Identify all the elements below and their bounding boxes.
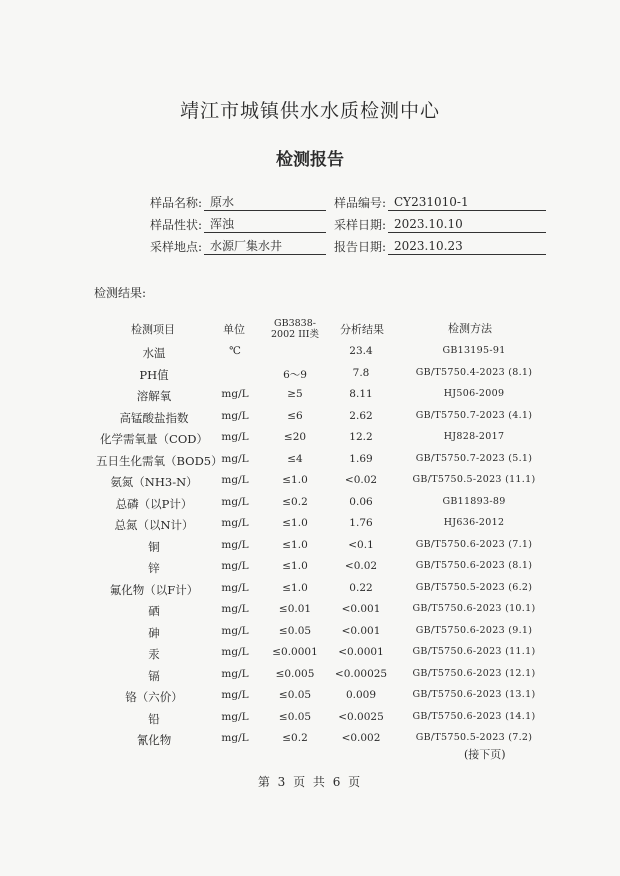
header-result: 分析结果 bbox=[340, 323, 384, 336]
cell-method: GB/T5750.7-2023 (4.1) bbox=[415, 409, 533, 421]
cell-item: 五日生化需氧（BOD5） bbox=[96, 453, 223, 468]
cell-method: GB/T5750.6-2023 (7.1) bbox=[415, 538, 533, 550]
cell-unit: mg/L bbox=[221, 452, 249, 465]
cell-method: GB/T5750.6-2023 (12.1) bbox=[412, 667, 536, 679]
cell-item: 氨氮（NH3-N） bbox=[110, 475, 198, 489]
cell-unit: mg/L bbox=[221, 603, 249, 615]
cell-item: 砷 bbox=[148, 625, 160, 640]
cell-item: 溶解氧 bbox=[136, 389, 172, 403]
cell-result: 0.009 bbox=[345, 689, 377, 701]
cell-method: GB/T5750.6-2023 (11.1) bbox=[412, 646, 536, 657]
cell-result: <0.1 bbox=[348, 538, 374, 551]
report-date-value: 2023.10.23 bbox=[388, 238, 546, 255]
cell-standard: ≤20 bbox=[283, 431, 307, 443]
cell-unit: mg/L bbox=[221, 581, 249, 594]
cell-item: 镉 bbox=[148, 668, 160, 683]
cell-result: <0.001 bbox=[341, 624, 381, 637]
cell-unit: mg/L bbox=[221, 667, 249, 680]
sampling-site-label: 采样地点: bbox=[149, 240, 202, 254]
cell-unit: mg/L bbox=[221, 431, 249, 443]
sampling-date-value: 2023.10.10 bbox=[388, 216, 546, 233]
cell-unit: mg/L bbox=[221, 495, 249, 508]
cell-method: HJ828-2017 bbox=[443, 431, 505, 442]
continued-note: (接下页) bbox=[464, 748, 506, 761]
sample-state-value: 浑浊 bbox=[204, 216, 326, 233]
sample-name-value: 原水 bbox=[204, 194, 326, 211]
cell-result: 23.4 bbox=[349, 345, 373, 357]
cell-standard: ≥5 bbox=[287, 388, 303, 400]
report-date-label: 报告日期: bbox=[333, 240, 386, 254]
page-footer: 第 3 页 共 6 页 bbox=[257, 775, 363, 789]
cell-result: <0.0001 bbox=[338, 646, 384, 658]
cell-standard: ≤1.0 bbox=[282, 560, 308, 572]
cell-result: 7.8 bbox=[352, 366, 370, 379]
cell-method: GB/T5750.5-2023 (11.1) bbox=[412, 474, 536, 485]
header-method: 检测方法 bbox=[448, 322, 492, 335]
cell-item: 化学需氧量（COD） bbox=[100, 432, 208, 446]
cell-item: 总磷（以P计） bbox=[115, 496, 193, 511]
cell-result: <0.001 bbox=[341, 603, 381, 615]
cell-method: GB/T5750.7-2023 (5.1) bbox=[415, 452, 533, 464]
cell-method: GB/T5750.6-2023 (8.1) bbox=[415, 560, 533, 571]
sample-no-value: CY231010-1 bbox=[388, 194, 546, 211]
cell-standard: ≤0.2 bbox=[282, 732, 308, 744]
cell-method: HJ636-2012 bbox=[443, 517, 505, 528]
cell-standard: ≤0.2 bbox=[282, 495, 308, 508]
cell-item: 水温 bbox=[142, 346, 166, 360]
cell-unit: mg/L bbox=[221, 624, 249, 637]
cell-method: GB/T5750.6-2023 (13.1) bbox=[412, 689, 536, 700]
cell-item: 铅 bbox=[148, 711, 160, 726]
cell-standard: ≤0.05 bbox=[278, 624, 312, 637]
cell-unit: mg/L bbox=[221, 560, 249, 572]
cell-standard: ≤1.0 bbox=[282, 581, 308, 594]
cell-result: <0.0025 bbox=[338, 710, 384, 723]
cell-unit: mg/L bbox=[221, 538, 249, 551]
cell-unit: mg/L bbox=[221, 388, 249, 400]
cell-item: PH值 bbox=[139, 367, 169, 382]
cell-unit: mg/L bbox=[221, 689, 249, 701]
cell-standard: ≤1.0 bbox=[282, 517, 308, 529]
cell-standard: ≤1.0 bbox=[282, 474, 308, 486]
cell-item: 高锰酸盐指数 bbox=[119, 410, 189, 425]
cell-unit: mg/L bbox=[221, 732, 249, 744]
cell-unit: mg/L bbox=[221, 710, 249, 723]
cell-method: GB/T5750.6-2023 (14.1) bbox=[412, 710, 536, 722]
cell-standard: 6～9 bbox=[283, 368, 307, 381]
cell-method: GB/T5750.5-2023 (7.2) bbox=[415, 732, 533, 743]
header-unit: 单位 bbox=[223, 323, 245, 336]
cell-unit: ℃ bbox=[229, 345, 241, 357]
sample-name-label: 样品名称: bbox=[149, 196, 202, 210]
cell-standard: ≤0.0001 bbox=[272, 646, 318, 658]
cell-result: <0.02 bbox=[344, 560, 378, 572]
cell-unit: mg/L bbox=[221, 474, 249, 486]
cell-standard: ≤4 bbox=[287, 452, 303, 465]
cell-method: GB11893-89 bbox=[442, 495, 506, 507]
cell-unit: mg/L bbox=[221, 646, 249, 658]
cell-result: <0.002 bbox=[341, 732, 381, 744]
cell-item: 硒 bbox=[148, 604, 160, 618]
cell-unit: mg/L bbox=[221, 517, 249, 529]
cell-standard: ≤1.0 bbox=[282, 538, 308, 551]
cell-method: GB/T5750.6-2023 (10.1) bbox=[412, 603, 536, 614]
cell-unit: mg/L bbox=[221, 409, 249, 422]
sample-no-label: 样品编号: bbox=[333, 196, 386, 210]
cell-result: <0.02 bbox=[344, 474, 378, 486]
sample-state-label: 样品性状: bbox=[149, 218, 202, 232]
cell-item: 铜 bbox=[148, 539, 160, 554]
cell-standard: ≤0.05 bbox=[278, 710, 312, 723]
cell-method: GB/T5750.5-2023 (6.2) bbox=[415, 581, 533, 593]
cell-item: 汞 bbox=[148, 647, 160, 661]
cell-method: GB/T5750.6-2023 (9.1) bbox=[415, 624, 533, 636]
cell-result: 12.2 bbox=[349, 431, 373, 443]
cell-standard: ≤6 bbox=[287, 409, 303, 422]
cell-standard: ≤0.005 bbox=[275, 667, 315, 680]
org-title: 靖江市城镇供水水质检测中心 bbox=[179, 100, 440, 122]
cell-item: 氟化物（以F计） bbox=[109, 582, 199, 597]
cell-result: 2.62 bbox=[349, 409, 373, 422]
cell-result: 1.69 bbox=[349, 452, 373, 465]
header-item: 检测项目 bbox=[131, 323, 175, 336]
sampling-date-label: 采样日期: bbox=[333, 218, 386, 232]
cell-method: GB/T5750.4-2023 (8.1) bbox=[415, 366, 533, 378]
cell-method: GB13195-91 bbox=[442, 345, 506, 356]
results-label: 检测结果: bbox=[94, 286, 147, 300]
sampling-site-value: 水源厂集水井 bbox=[204, 238, 326, 255]
cell-method: HJ506-2009 bbox=[443, 388, 505, 399]
cell-standard: ≤0.05 bbox=[278, 689, 312, 701]
cell-result: 8.11 bbox=[349, 388, 373, 400]
cell-result: 0.06 bbox=[349, 495, 373, 508]
report-title: 检测报告 bbox=[276, 150, 344, 170]
cell-result: <0.00025 bbox=[334, 667, 388, 680]
cell-standard: ≤0.01 bbox=[278, 603, 312, 615]
cell-result: 0.22 bbox=[349, 581, 373, 594]
header-standard: GB3838-2002 III类 bbox=[271, 318, 319, 340]
cell-item: 锌 bbox=[148, 561, 160, 575]
cell-item: 氰化物 bbox=[136, 733, 172, 747]
cell-item: 铬（六价） bbox=[125, 690, 183, 704]
cell-item: 总氮（以N计） bbox=[114, 518, 194, 532]
cell-result: 1.76 bbox=[349, 517, 373, 529]
